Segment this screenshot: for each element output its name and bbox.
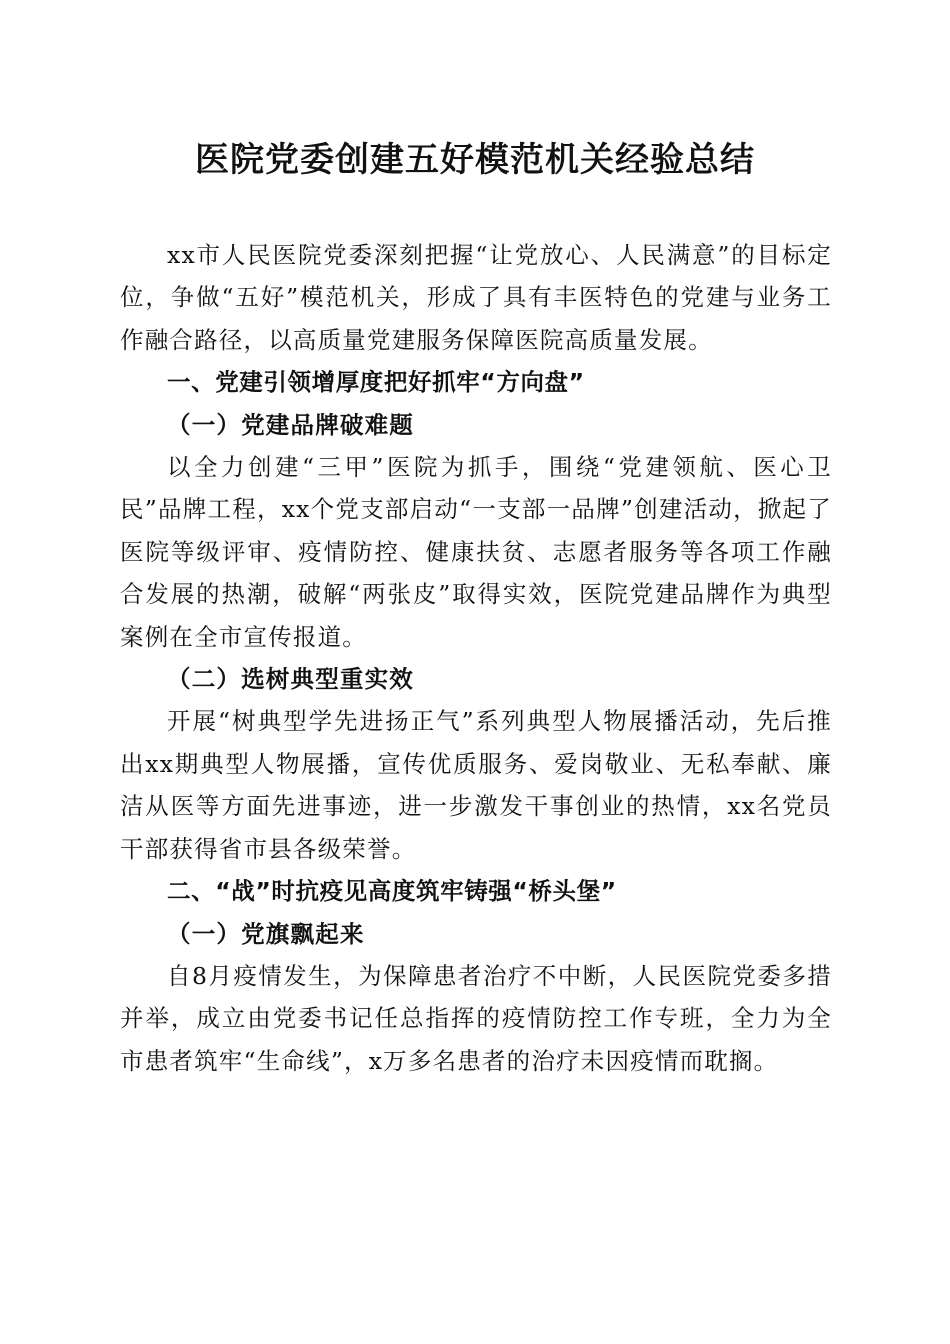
subsection-heading-1-1: （一）党建品牌破难题 xyxy=(167,410,414,439)
document-title: 医院党委创建五好模范机关经验总结 xyxy=(195,140,755,180)
document-body xyxy=(120,234,832,1082)
section-heading-1: 一、党建引领增厚度把好抓牢“方向盘” xyxy=(167,368,585,397)
paragraph-1-1: 以全力创建“三甲”医院为抓手，围绕“党建领航、医心卫民”品牌工程，xx个党支部启动“一支部一品牌”创建活动，掀起了医院等级评审、疫情防控、健康扶贫、志愿者服务等各项工作融合发展的热潮，破解“两张皮”取得实效，医院党建品牌作为典型案例在全市宣传报道。 xyxy=(120,453,832,651)
section-heading-2: 二、“战”时抗疫见高度筑牢铸强“桥头堡” xyxy=(167,877,617,906)
paragraph-1-2: 开展“树典型学先进扬正气”系列典型人物展播活动，先后推出xx期典型人物展播，宣传优质服务、爱岗敬业、无私奉献、廉洁从医等方面先进事迹，进一步激发干事创业的热情，xx名党员干部获得省市县各级荣誉。 xyxy=(120,707,832,863)
paragraph-2-1: 自8月疫情发生，为保障患者治疗不中断，人民医院党委多措并举，成立由党委书记任总指挥的疫情防控工作专班，全力为全市患者筑牢“生命线”，x万多名患者的治疗未因疫情而耽搁。 xyxy=(120,961,832,1075)
subsection-heading-2-1: （一）党旗飘起来 xyxy=(167,919,365,948)
subsection-heading-1-2: （二）选树典型重实效 xyxy=(167,665,414,694)
intro-paragraph: xx市人民医院党委深刻把握“让党放心、人民满意”的目标定位，争做“五好”模范机关，形成了具有丰医特色的党建与业务工作融合路径，以高质量党建服务保障医院高质量发展。 xyxy=(120,241,832,354)
